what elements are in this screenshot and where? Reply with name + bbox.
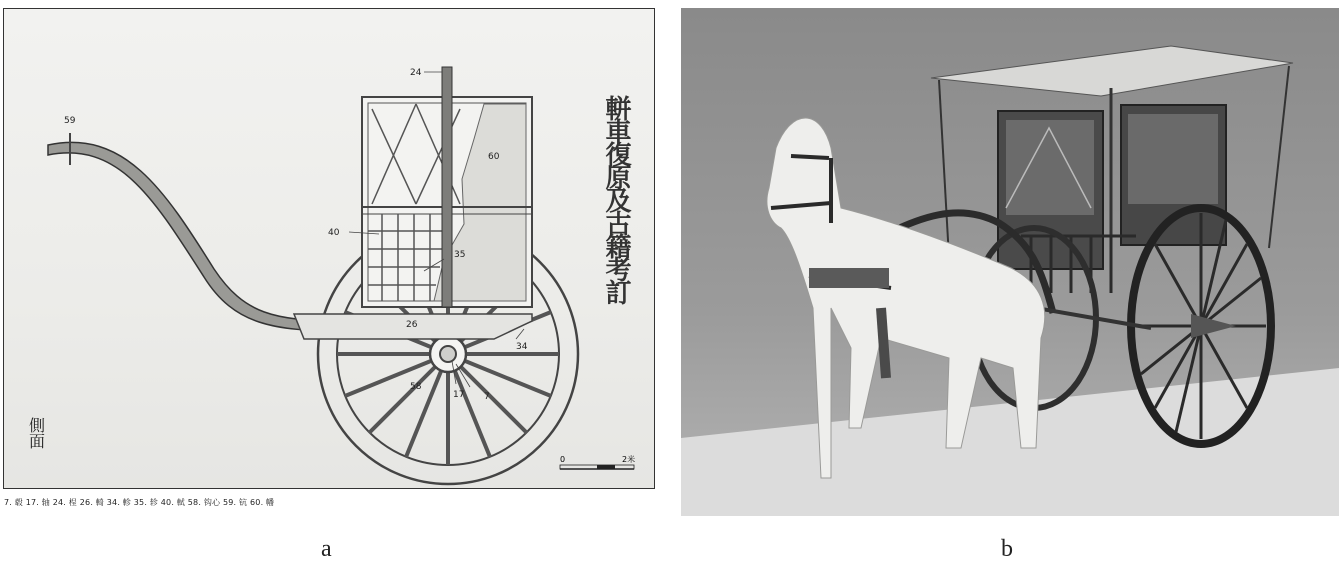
carriage-side-view-drawing [4, 9, 656, 490]
part-label-60: 60 [488, 152, 500, 162]
part-label-58: 58 [410, 382, 422, 392]
scale-start-label: 0 [560, 455, 566, 464]
scale-bar [560, 454, 635, 469]
carriage-box [362, 67, 532, 307]
carriage-wheel [1131, 208, 1271, 444]
horse-carriage-model-image [681, 8, 1339, 516]
parts-legend: 7. 毂 17. 轴 24. 桯 26. 輢 34. 軫 35. 轸 40. 軾 58. 钩心 59. 钪 60. 幡 [4, 498, 275, 507]
scale-end-label: 2米 [622, 455, 636, 464]
part-label-24: 24 [410, 68, 422, 78]
part-label-26: 26 [406, 320, 418, 330]
part-label-35: 35 [454, 250, 466, 260]
part-label-17: 17 [453, 390, 465, 400]
vertical-title: 軿車復原及古籍考訂 [601, 95, 631, 302]
caption-b: b [1001, 536, 1013, 562]
part-label-59: 59 [64, 116, 76, 126]
part-label-34: 34 [516, 342, 528, 352]
side-view-label: 側面 [26, 417, 46, 449]
technical-drawing-panel [3, 8, 655, 489]
part-label-40: 40 [328, 228, 340, 238]
model-photograph [681, 8, 1339, 516]
caption-a: a [321, 536, 332, 562]
part-label-7: 7 [484, 392, 490, 402]
shaft [48, 142, 344, 331]
